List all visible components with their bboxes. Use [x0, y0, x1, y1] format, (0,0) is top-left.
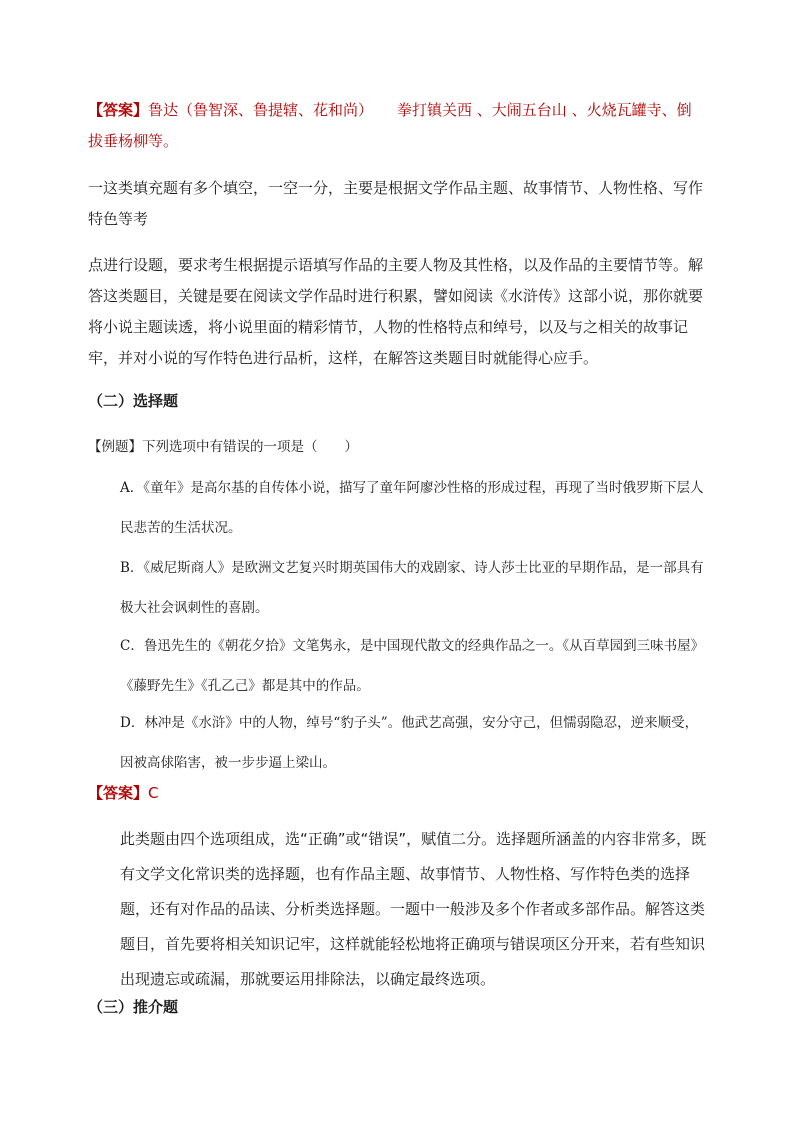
option-b: B．《威尼斯商人》是欧洲文艺复兴时期英国伟大的戏剧家、诗人莎士比亚的早期作品，是一部具有极大社会讽刺性的喜剧。 — [120, 560, 704, 616]
example-question: 【例题】下列选项中有错误的一项是（ ） — [88, 439, 358, 455]
explain-1-paragraph: 点进行设题，要求考生根据提示语填写作品的主要人物及其性格，以及作品的主要情节等。解答这类题目，关键是要在阅读文学作品时进行积累，譬如阅读《水浒传》这部小说，那你就要将小说主题读透，将小说里面的精彩情节，人物的性格特点和绰号，以及与之相关的故事记牢，并对小说的写作特色进行品析，这样，在解答这类题目时就能得心应手。 — [88, 256, 704, 367]
section-3-title: （三）推介题 — [88, 998, 179, 1016]
answer-tag: 【答案】 — [88, 101, 149, 119]
answer-2 — [88, 778, 706, 809]
answer-2-tag: 【答案】 — [88, 784, 149, 802]
answer-text-b: 拳打镇关西 、大闹五台山 、火烧瓦罐寺、倒拔垂杨柳等。 — [88, 101, 692, 150]
answer-1 — [88, 95, 706, 157]
section-2-title: （二）选择题 — [88, 392, 179, 410]
option-c: C．鲁迅先生的《朝花夕拾》文笔隽永，是中国现代散文的经典作品之一。《从百草园到三味书屋》《藤野先生》《孔乙己》都是其中的作品。 — [120, 638, 705, 694]
option-a: A．《童年》是高尔基的自传体小说，描写了童年阿廖沙性格的形成过程，再现了当时俄罗斯下层人民悲苦的生活状况。 — [120, 480, 704, 536]
answer-text-a: 鲁达（鲁智深、鲁提辖、花和尚） — [148, 101, 374, 119]
explain-2-paragraph: 此类题由四个选项组成，选“正确”或“错误”，赋值二分。选择题所涵盖的内容非常多，既有文学文化常识类的选择题，也有作品主题、故事情节、人物性格、写作特色类的选择题，还有对作品的品读、分析类选择题。一题中一般涉及多个作者或多部作品。解答这类题目，首先要将相关知识记牢，这样就能轻松地将正确项与错误项区分开来，若有些知识出现遗忘或疏漏，那就要运用排除法，以确定最终选项。 — [120, 830, 707, 988]
answer-2-text: C — [148, 784, 159, 802]
option-d: D．林冲是《水浒》中的人物，绰号“豹子头”。他武艺高强，安分守己，但懦弱隐忍，逆来顺受，因被高俅陷害，被一步步逼上梁山。 — [120, 715, 699, 771]
explain-1-line1: 一这类填充题有多个填空，一空一分，主要是根据文学作品主题、故事情节、人物性格、写作特色等考 — [88, 179, 704, 228]
